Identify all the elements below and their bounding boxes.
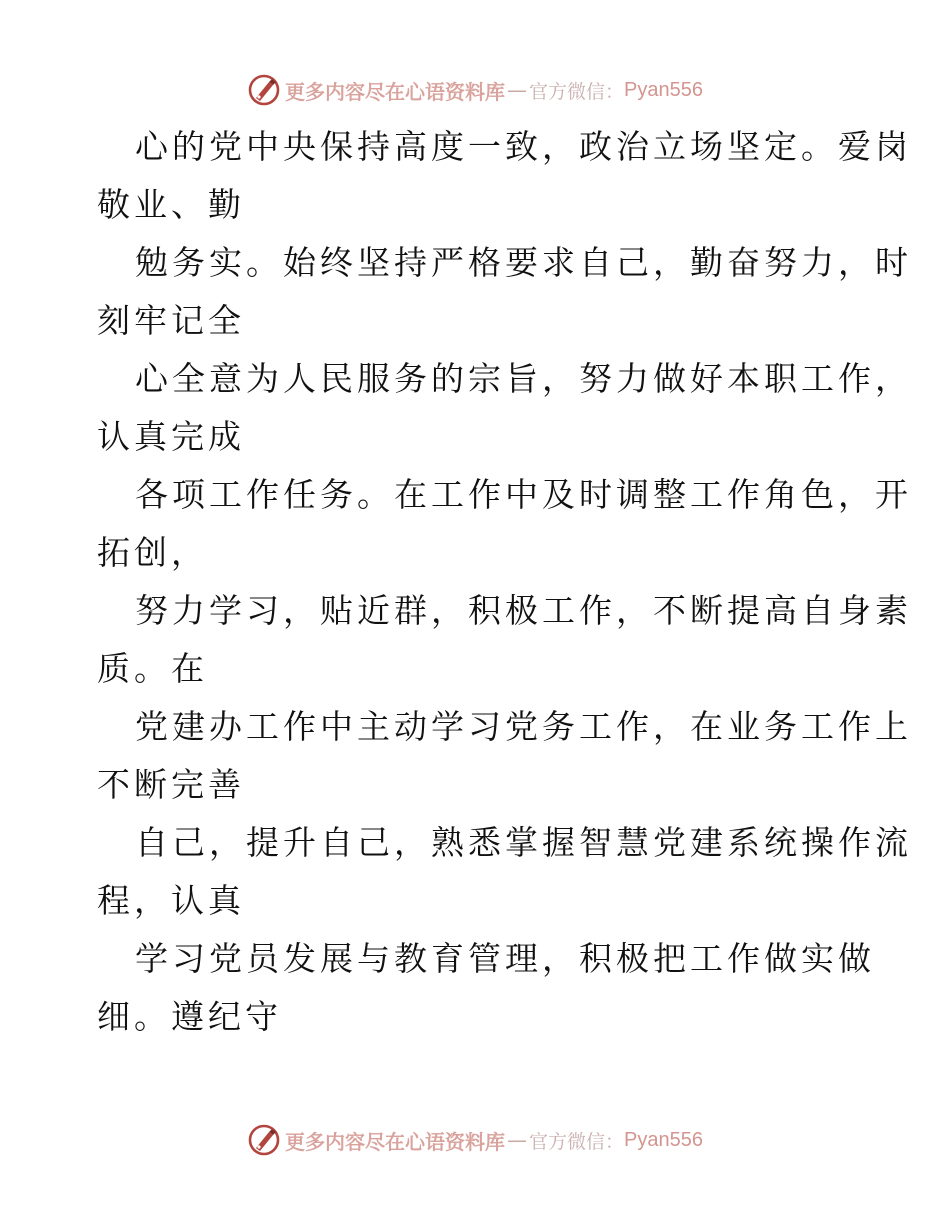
text-line: 细。遵纪守 (97, 997, 282, 1036)
document-body (97, 118, 912, 1046)
text-line: 努力学习，贴近群，积极工作，不断提高自身素 (135, 591, 912, 630)
banner-wechat-label: 官方微信： (529, 80, 625, 103)
banner-wechat-label: 官方微信： (529, 1130, 625, 1153)
text-line: 拓创， (97, 533, 208, 572)
banner-wechat-id: Pyan556 (624, 1128, 703, 1151)
text-line: 党建办工作中主动学习党务工作，在业务工作上 (135, 707, 912, 746)
pen-logo-icon (247, 1123, 281, 1157)
header-banner (0, 70, 950, 110)
text-line: 认真完成 (97, 417, 245, 456)
text-line: 心的党中央保持高度一致，政治立场坚定。爱岗 (135, 127, 912, 166)
banner-wechat-id: Pyan556 (624, 78, 703, 101)
text-line: 自己，提升自己，熟悉掌握智慧党建系统操作流 (135, 823, 912, 862)
text-line: 敬业、勤 (97, 185, 245, 224)
banner-separator: — (507, 1128, 527, 1152)
footer-banner (0, 1120, 950, 1160)
text-line: 程，认真 (97, 881, 245, 920)
banner-site-text: 更多内容尽在心语资料库 (285, 79, 505, 104)
text-line: 学习党员发展与教育管理，积极把工作做实做 (135, 939, 875, 978)
text-line: 心全意为人民服务的宗旨，努力做好本职工作， (135, 359, 912, 398)
text-line: 勉务实。始终坚持严格要求自己，勤奋努力，时 (135, 243, 912, 282)
text-line: 刻牢记全 (97, 301, 245, 340)
text-line: 各项工作任务。在工作中及时调整工作角色，开 (135, 475, 912, 514)
banner-separator: — (507, 78, 527, 102)
text-line: 不断完善 (97, 765, 245, 804)
pen-logo-icon (247, 73, 281, 107)
banner-site-text: 更多内容尽在心语资料库 (285, 1129, 505, 1154)
text-line: 质。在 (97, 649, 208, 688)
